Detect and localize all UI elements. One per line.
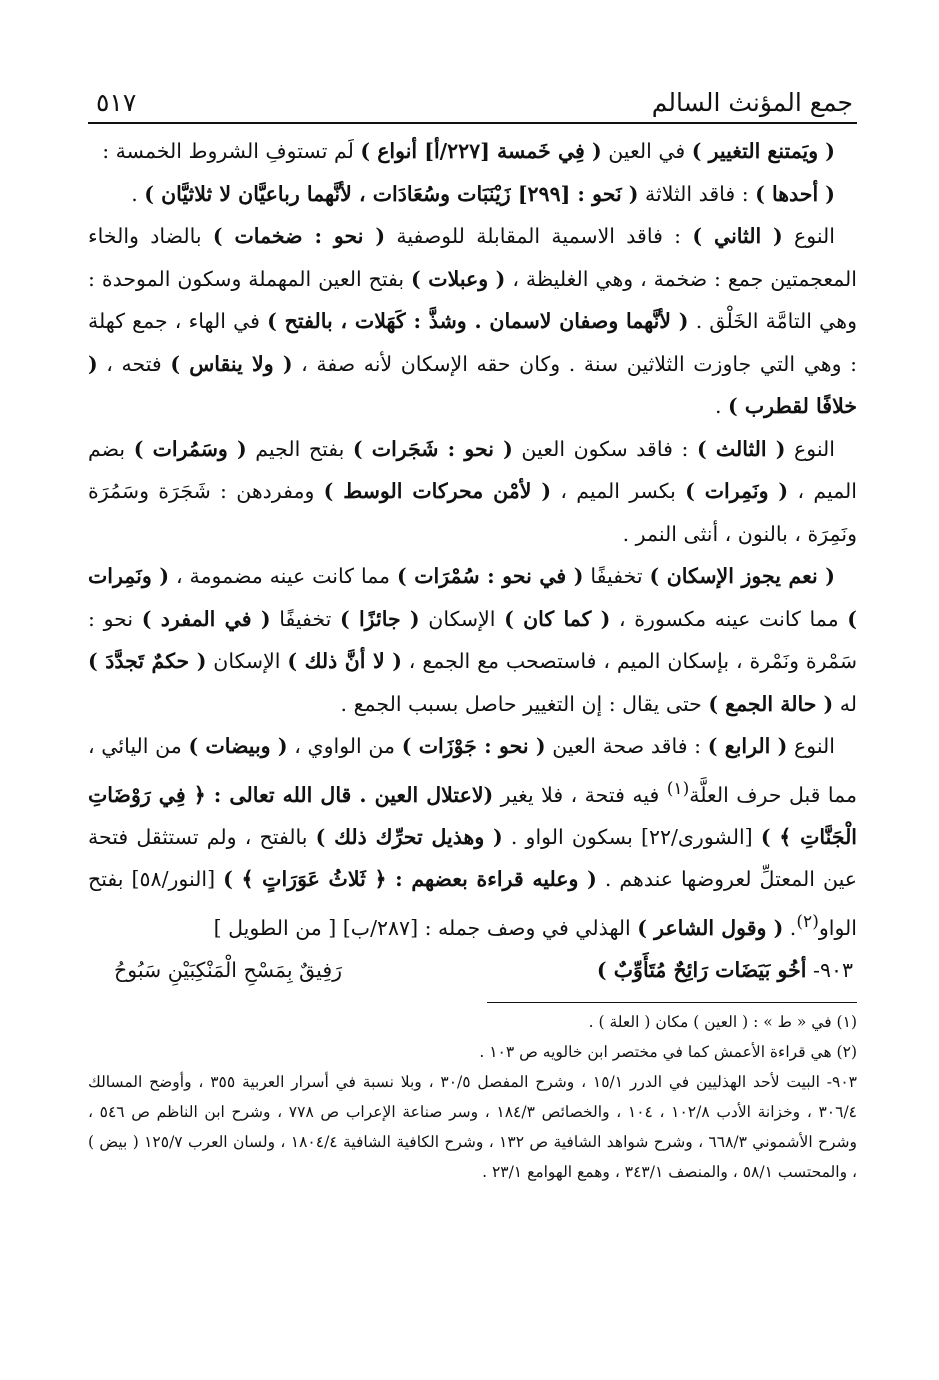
footnote-ref-2[interactable]: (٢) [796, 911, 819, 932]
footnote-1: (١) في « ط » : ( العين ) مكان ( العلة ) . [588, 1012, 857, 1031]
paragraph-fourth-type: النوع ( الرابع ) : فاقد صحة العين ( نحو : جَوْزَات ) من الواوي ، ( وبيضات ) من اليائي ، مما قبل حرف العلَّة$^{(١)}$ فيه فتحة ، فلا يغير (لاعتلال العين . قال الله تعالى : ﴿ فِي رَوْضَاتِ الْجَنَّاتِ ﴾ ) [الشورى/٢٢] بسكون الواو . ( وهذيل تحرِّك ذلك ) بالفتح ، ولم تستثقل فتحة عين المعتلِّ لعروضها عندهم . ( وعليه قراءة بعضهم : ﴿ ثَلاثُ عَوَرَاتٍ ﴾ ) [النور/٥٨] بفتح الواو$^{(٢)}$. ( وقول الشاعر ) الهذلي في وصف جمله : [٢٨٧/ب] [ من الطويل ] [88, 734, 858, 940]
page-title: جمع المؤنث السالم [651, 88, 853, 117]
footnote-separator [487, 1002, 857, 1003]
paragraph-third-type: النوع ( الثالث ) : فاقد سكون العين ( نحو : شَجَرات ) بفتح الجيم ( وسَمُرات ) بضم الميم ، ( ونَمِرات ) بكسر الميم ، ( لأمْن محركات الوسط ) ومفردهن : شَجَرَة وسَمُرَة ونَمِرَة ، بالنون ، أنثى النمر . [88, 436, 857, 546]
running-header [88, 88, 857, 122]
poetry-verse [88, 949, 857, 992]
paragraph-sukun-allowed: ( نعم يجوز الإسكان ) تخفيفًا ( في نحو : سُمْرَات ) مما كانت عينه مضمومة ، ( ونَمِرات ) مما كانت عينه مكسورة ، ( كما كان ) الإسكان ( جائزًا ) تخفيفًا ( في المفرد ) نحو : سَمْرة ونَمْرة ، بإسكان الميم ، فاستصحب مع الجمع ، ( لا أنَّ ذلك ) الإسكان ( حكمٌ تَجدَّدَ ) له ( حالة الجمع ) حتى يقال : إن التغيير حاصل بسبب الجمع . [88, 564, 858, 716]
header-rule [88, 122, 857, 124]
main-text [88, 130, 857, 949]
second-hemistich: رَفِيقٌ بِمَسْحِ الْمَنْكِبَيْنِ سَبُوحُ [114, 958, 343, 983]
paragraph-first-type: ( أحدها ) : فاقد الثلاثة ( نَحو : [٢٩٩] زَيْنَبَات وسُعَادَات ، لأنَّهما رباعيَّان لا ثلاثيَّان ) . [131, 181, 835, 206]
page-number: ٥١٧ [96, 88, 137, 117]
verse-number: ٩٠٣ [819, 958, 853, 983]
footnote-2: (٢) هي قراءة الأعمش كما في مختصر ابن خالويه ص ١٠٣ . [479, 1042, 857, 1061]
footnotes [88, 1007, 857, 1187]
paragraph-second-type: النوع ( الثاني ) : فاقد الاسمية المقابلة للوصفية ( نحو : ضخمات ) بالضاد والخاء المعجمتين جمع : ضخمة ، وهي الغليظة ، ( وعبلات ) بفتح العين المهملة وسكون الموحدة : وهي التامَّة الخَلْق . ( لأنَّهما وصفان لاسمان . وشذَّ : كَهَلات ، بالفتح ) في الهاء ، جمع كهلة : وهي التي جاوزت الثلاثين سنة . وكان حقه الإسكان لأنه صفة ، ( ولا ينقاس ) فتحه ، ( خلافًا لقطرب ) . [88, 224, 858, 418]
footnote-ref-1[interactable]: (١) [666, 778, 690, 799]
first-hemistich: ٩٠٣- أخُو بَيَضَات رَائِحٌ مُتَأَوِّبٌ ) [596, 958, 853, 983]
paragraph-intro: ( ويَمتنع التغيير ) في العين ( فِي خَمسة [٢٢٧/أ] أنواع ) لَم تستوفِ الشروط الخمسة : [102, 139, 835, 163]
footnote-verse-903: ٩٠٣- البيت لأحد الهذليين في الدرر ١٥/١ ، وشرح المفصل ٣٠/٥ ، وبلا نسبة في أسرار العربية ٣٥٥ ، وأوضح المسالك ٣٠٦/٤ ، وخزانة الأدب ١٠٢/٨ ، ١٠٤ ، والخصائص ١٨٤/٣ ، وسر صناعة الإعراب ص ٧٧٨ ، وشرح ابن الناظم ص ٥٤٦ ، وشرح الأشموني ٦٦٨/٣ ، وشرح شواهد الشافية ص ١٣٢ ، وشرح الكافية الشافية ١٨٠٤/٤ ، ولسان العرب ١٢٥/٧ ( بيض ) ، والمحتسب ٥٨/١ ، والمنصف ٣٤٣/١ ، وهمع الهوامع ٢٣/١ . [88, 1072, 857, 1181]
